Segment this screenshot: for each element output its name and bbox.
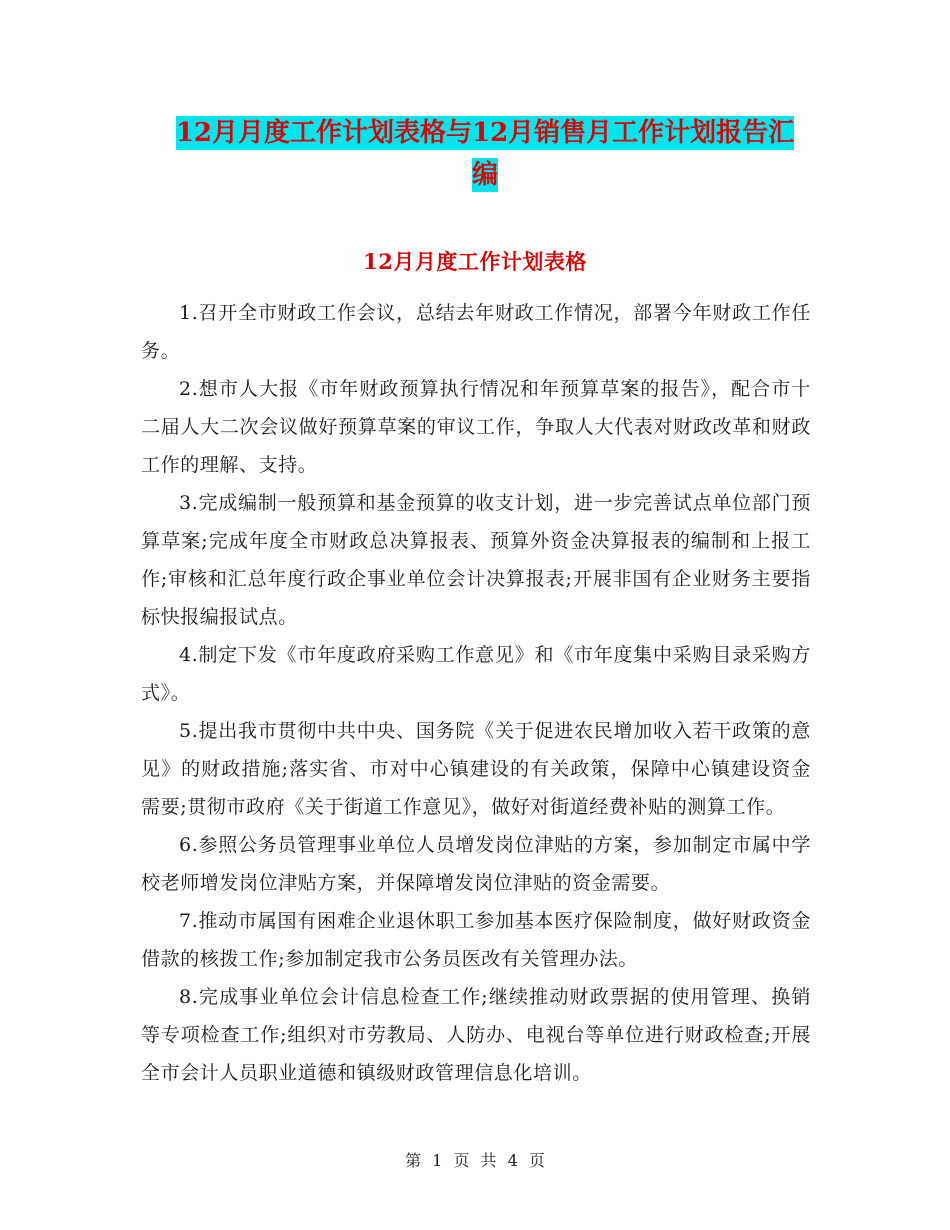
document-title (140, 112, 830, 196)
paragraph: 4.制定下发《市年度政府采购工作意见》和《市年度集中采购目录采购方式》。 (141, 644, 811, 704)
document-title-line-1: 12月月度工作计划表格与12月销售月工作计划报告汇 (175, 118, 795, 148)
document-body (141, 294, 811, 1092)
paragraph: 1.召开全市财政工作会议，总结去年财政工作情况，部署今年财政工作任务。 (141, 302, 811, 362)
paragraph: 3.完成编制一般预算和基金预算的收支计划，进一步完善试点单位部门预算草案;完成年度全市财政总决算报表、预算外资金决算报表的编制和上报工作;审核和汇总年度行政企事业单位会计决算报表;开展非国有企业财务主要指标快报编报试点。 (141, 492, 811, 628)
paragraph: 2.想市人大报《市年财政预算执行情况和年预算草案的报告》，配合市十二届人大二次会议做好预算草案的审议工作，争取人大代表对财政改革和财政工作的理解、支持。 (141, 378, 811, 476)
page-footer: 第 1 页 共 4 页 (405, 1151, 545, 1170)
document-title-line-2: 编 (471, 160, 498, 190)
paragraph: 5.提出我市贯彻中共中央、国务院《关于促进农民增加收入若干政策的意见》的财政措施;落实省、市对中心镇建设的有关政策，保障中心镇建设资金需要;贯彻市政府《关于街道工作意见》，做好对街道经费补贴的测算工作。 (141, 720, 811, 818)
paragraph: 7.推动市属国有困难企业退休职工参加基本医疗保险制度，做好财政资金借款的核拨工作;参加制定我市公务员医改有关管理办法。 (141, 910, 811, 970)
section-heading: 12月月度工作计划表格 (363, 249, 587, 274)
paragraph: 6.参照公务员管理事业单位人员增发岗位津贴的方案，参加制定市属中学校老师增发岗位津贴方案，并保障增发岗位津贴的资金需要。 (141, 834, 811, 894)
paragraph: 8.完成事业单位会计信息检查工作;继续推动财政票据的使用管理、换销等专项检查工作;组织对市劳教局、人防办、电视台等单位进行财政检查;开展全市会计人员职业道德和镇级财政管理信息化培训。 (141, 986, 811, 1084)
